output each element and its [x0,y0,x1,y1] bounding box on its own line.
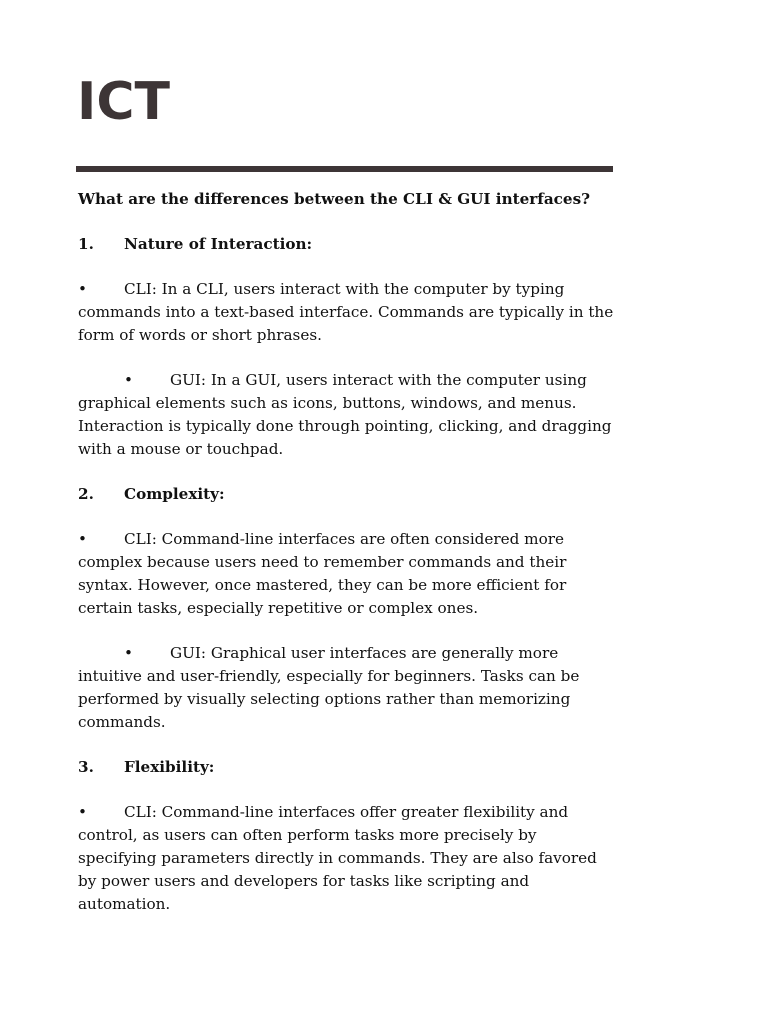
section-title: Complexity: [124,485,225,503]
section-number: 1. [78,235,94,253]
cli-paragraph [78,528,618,620]
section-title: Flexibility: [124,758,215,776]
gui-paragraph [78,369,618,461]
page-title: ICT [77,72,170,132]
bullet-icon: • [124,644,133,662]
bullet-icon: • [124,371,133,389]
cli-text: CLI: In a CLI, users interact with the computer by typing commands into a text-based interface. Commands are typically in the form of words or short phrases. [78,280,614,344]
section-title: Nature of Interaction: [124,235,313,253]
title-divider [76,166,613,172]
gui-text: GUI: Graphical user interfaces are generally more intuitive and user-friendly, especially for beginners. Tasks can be performed by visually selecting options rather than memorizing commands. [78,644,580,731]
bullet-icon: • [78,803,87,821]
bullet-icon: • [78,530,87,548]
cli-text: CLI: Command-line interfaces offer greater flexibility and control, as users can often perform tasks more precisely by specifying parameters directly in commands. They are also favored by power users and developers for tasks like scripting and automation. [78,803,597,913]
section-number: 2. [78,485,94,503]
section-heading [78,483,618,506]
section-heading [78,233,618,256]
section-heading [78,756,618,779]
document-body [78,188,618,938]
gui-paragraph [78,642,618,734]
cli-paragraph [78,801,618,916]
gui-text: GUI: In a GUI, users interact with the computer using graphical elements such as icons, buttons, windows, and menus. Interaction is typically done through pointing, clicking, and dragging with a mouse or touchpad. [78,371,612,458]
cli-paragraph [78,278,618,347]
bullet-icon: • [78,280,87,298]
cli-text: CLI: Command-line interfaces are often considered more complex because users need to remember commands and their syntax. However, once mastered, they can be more efficient for certain tasks, especially repetitive or complex ones. [78,530,567,617]
section-number: 3. [78,758,94,776]
question-heading: What are the differences between the CLI & GUI interfaces? [78,190,591,208]
